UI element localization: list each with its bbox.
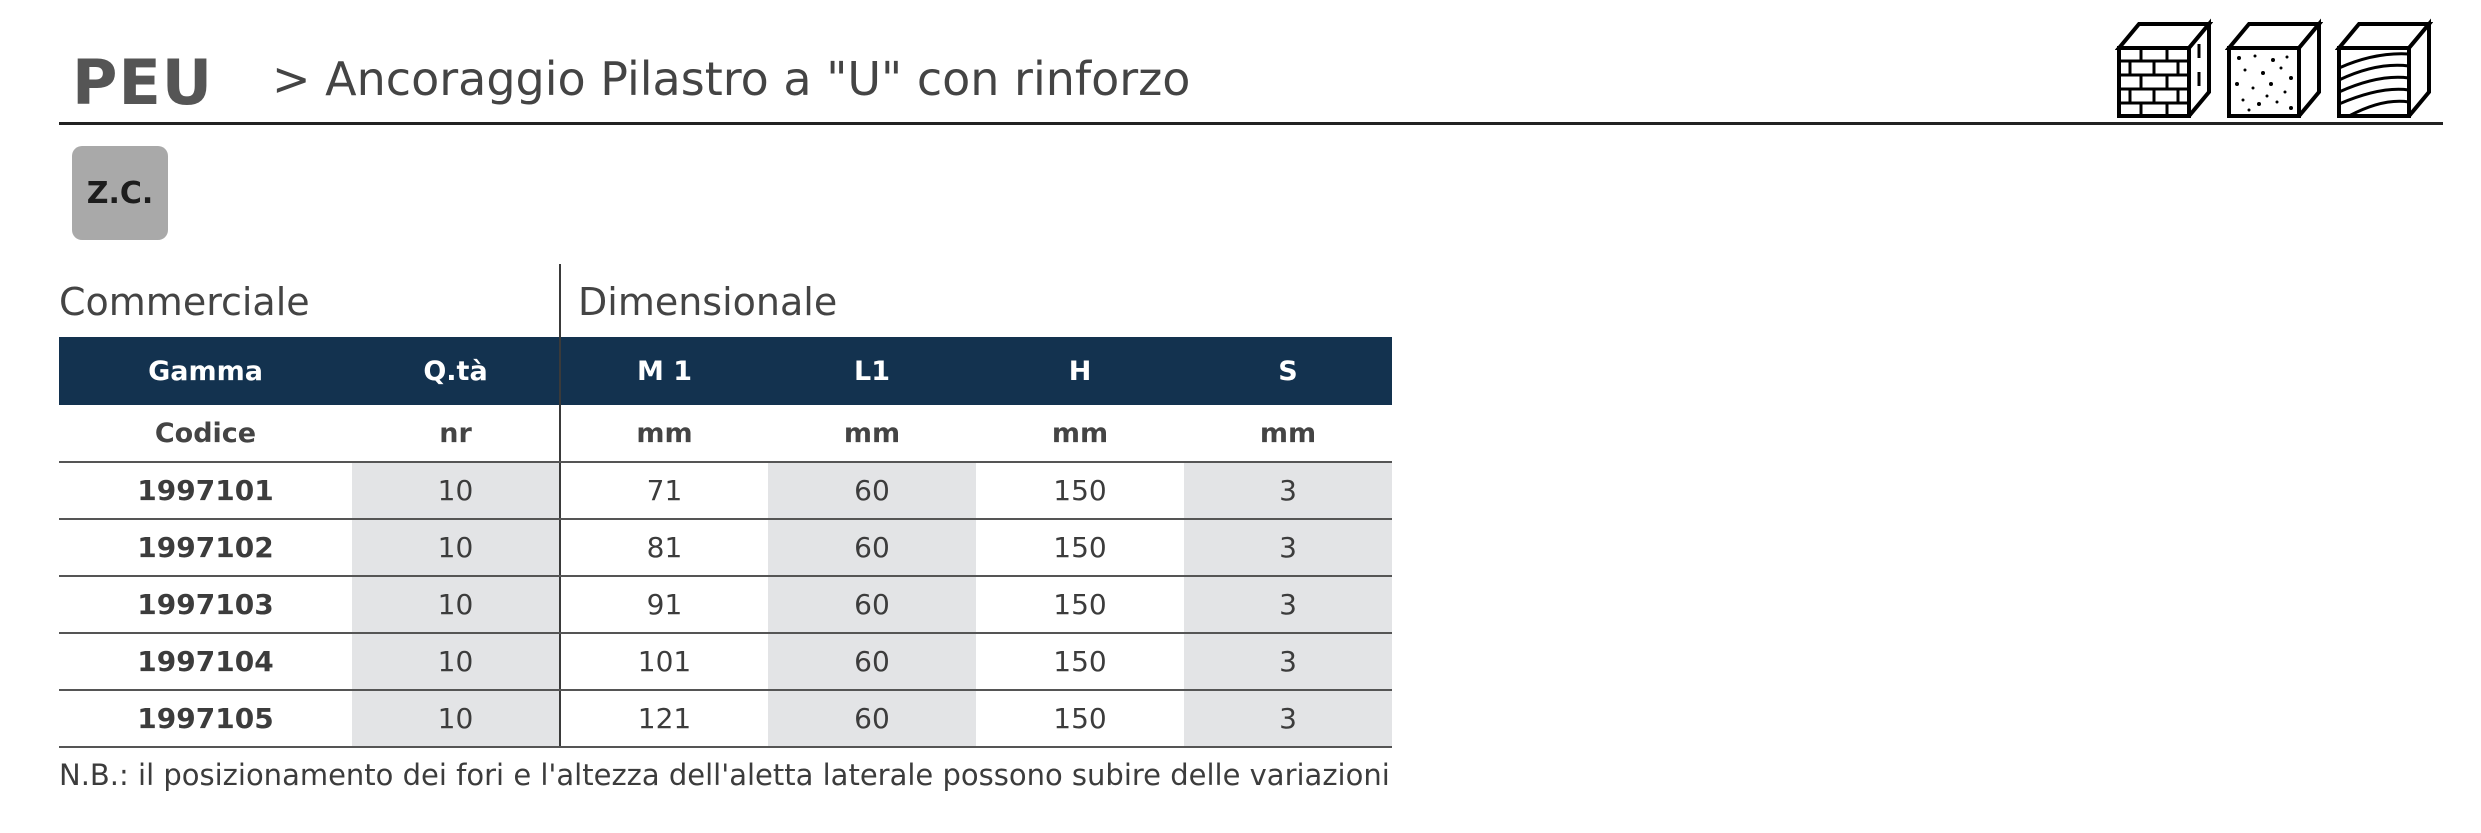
cell-m1: 71	[560, 462, 768, 519]
cell-quantity: 10	[352, 690, 560, 747]
unit-nr: nr	[352, 405, 560, 462]
cell-l1: 60	[768, 519, 976, 576]
cell-m1: 81	[560, 519, 768, 576]
unit-l1: mm	[768, 405, 976, 462]
product-table	[59, 337, 1392, 748]
cell-quantity: 10	[352, 633, 560, 690]
cell-h: 150	[976, 519, 1184, 576]
zinc-coating-badge: Z.C.	[72, 146, 168, 240]
cell-m1: 121	[560, 690, 768, 747]
cell-l1: 60	[768, 462, 976, 519]
cell-s: 3	[1184, 633, 1392, 690]
cell-l1: 60	[768, 633, 976, 690]
unit-m1: mm	[560, 405, 768, 462]
header-l1: L1	[768, 337, 976, 405]
section-divider	[559, 264, 561, 337]
cell-h: 150	[976, 690, 1184, 747]
footnote: N.B.: il posizionamento dei fori e l'altezza dell'aletta laterale possono subire delle variazioni	[59, 758, 1390, 792]
header-rule	[59, 122, 2443, 125]
header-h: H	[976, 337, 1184, 405]
unit-s: mm	[1184, 405, 1392, 462]
table-row	[59, 462, 1392, 519]
cell-code: 1997104	[59, 633, 352, 690]
cell-code: 1997103	[59, 576, 352, 633]
cell-code: 1997105	[59, 690, 352, 747]
cell-m1: 91	[560, 576, 768, 633]
table-row	[59, 690, 1392, 747]
cell-h: 150	[976, 462, 1184, 519]
cell-code: 1997101	[59, 462, 352, 519]
table-units-row	[59, 405, 1392, 462]
cell-s: 3	[1184, 519, 1392, 576]
cell-s: 3	[1184, 462, 1392, 519]
table-header-row	[59, 337, 1392, 405]
cell-quantity: 10	[352, 576, 560, 633]
cell-quantity: 10	[352, 462, 560, 519]
cell-h: 150	[976, 633, 1184, 690]
cell-code: 1997102	[59, 519, 352, 576]
table-row	[59, 519, 1392, 576]
material-icons	[2115, 18, 2435, 118]
wood-block-icon	[2335, 18, 2433, 118]
product-code: PEU	[72, 46, 214, 119]
cell-l1: 60	[768, 690, 976, 747]
unit-codice: Codice	[59, 405, 352, 462]
brick-wall-icon	[2115, 18, 2213, 118]
section-dimensional-label: Dimensionale	[578, 280, 838, 324]
table-row	[59, 576, 1392, 633]
cell-s: 3	[1184, 576, 1392, 633]
cell-s: 3	[1184, 690, 1392, 747]
cell-h: 150	[976, 576, 1184, 633]
section-commercial-label: Commerciale	[59, 280, 310, 324]
header-quantity: Q.tà	[352, 337, 560, 405]
header-gamma: Gamma	[59, 337, 352, 405]
concrete-block-icon	[2225, 18, 2323, 118]
cell-l1: 60	[768, 576, 976, 633]
header-s: S	[1184, 337, 1392, 405]
product-title: > Ancoraggio Pilastro a "U" con rinforzo	[272, 52, 1191, 106]
unit-h: mm	[976, 405, 1184, 462]
cell-m1: 101	[560, 633, 768, 690]
cell-quantity: 10	[352, 519, 560, 576]
header-m1: M 1	[560, 337, 768, 405]
table-row	[59, 633, 1392, 690]
